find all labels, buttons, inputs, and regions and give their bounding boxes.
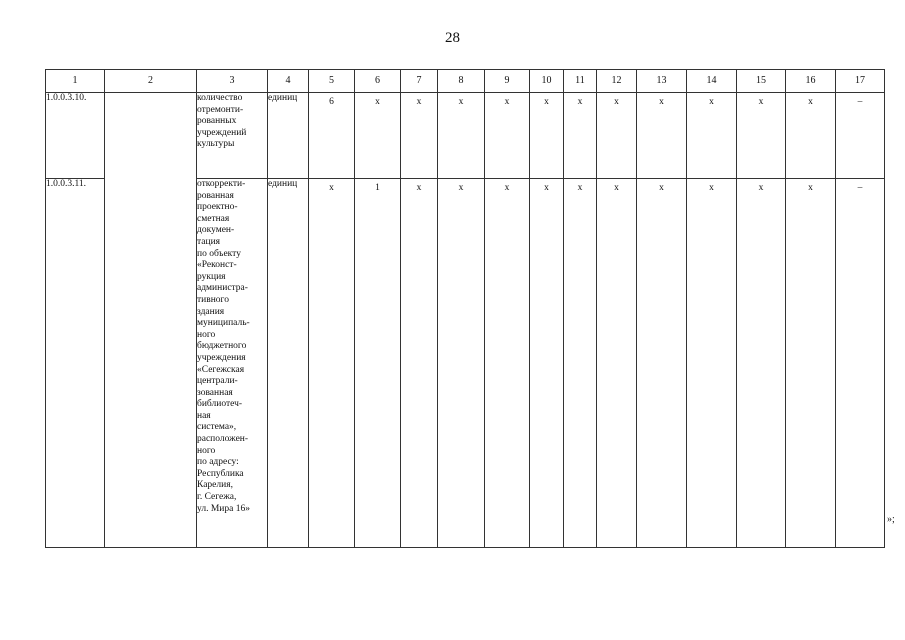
header-cell: 11 <box>564 70 597 93</box>
name-line: муниципаль- <box>197 318 250 329</box>
closing-quote-mark: »; <box>887 514 895 525</box>
name-line: система», <box>197 422 237 433</box>
value-cell: х <box>530 179 564 548</box>
name-line: рованных <box>197 116 237 127</box>
header-cell: 16 <box>786 70 836 93</box>
name-line: здания <box>197 306 225 317</box>
header-cell: 8 <box>438 70 485 93</box>
name-line: Республика <box>197 468 244 479</box>
name-line: сметная <box>197 213 230 224</box>
value-cell: х <box>401 93 438 179</box>
value-cell: х <box>737 93 786 179</box>
value-cell: х <box>438 93 485 179</box>
name-line: откорректи- <box>197 179 246 189</box>
row-unit: единиц <box>268 93 309 179</box>
value-cell: х <box>597 93 637 179</box>
value-cell: х <box>786 93 836 179</box>
header-cell: 12 <box>597 70 637 93</box>
value-cell: 1 <box>355 179 401 548</box>
row-name <box>197 93 268 179</box>
row-code: 1.0.0.3.11. <box>46 179 105 548</box>
header-cell: 14 <box>687 70 737 93</box>
name-line: учреждений <box>197 127 247 138</box>
header-cell: 4 <box>268 70 309 93</box>
name-line: количество <box>197 93 243 103</box>
name-line: рукция <box>197 271 226 282</box>
value-cell: 6 <box>309 93 355 179</box>
name-line: по адресу: <box>197 457 239 468</box>
table-row <box>46 93 885 179</box>
name-line: администра- <box>197 283 248 294</box>
value-cell: х <box>309 179 355 548</box>
row-name <box>197 179 268 548</box>
value-cell: х <box>737 179 786 548</box>
name-line: г. Сегежа, <box>197 492 237 503</box>
row-unit: единиц <box>268 179 309 548</box>
name-line: библиотеч- <box>197 399 243 410</box>
value-cell: х <box>597 179 637 548</box>
value-cell: – <box>836 179 885 548</box>
name-line: централи- <box>197 376 238 387</box>
value-cell: х <box>564 179 597 548</box>
name-line: ул. Мира 16» <box>197 503 250 514</box>
name-line: проектно- <box>197 202 238 213</box>
name-line: ная <box>197 410 211 421</box>
name-line: культуры <box>197 139 235 150</box>
header-cell: 17 <box>836 70 885 93</box>
name-line: тация <box>197 236 221 247</box>
header-cell: 3 <box>197 70 268 93</box>
value-cell: х <box>637 93 687 179</box>
value-cell: х <box>530 93 564 179</box>
name-line: бюджетного <box>197 341 247 352</box>
header-cell: 1 <box>46 70 105 93</box>
name-line: учреждения <box>197 352 246 363</box>
data-table <box>45 69 885 548</box>
name-line: ного <box>197 445 216 456</box>
value-cell: х <box>355 93 401 179</box>
value-cell: х <box>401 179 438 548</box>
header-cell: 7 <box>401 70 438 93</box>
name-line: «Сегежская <box>197 364 245 375</box>
name-line: докумен- <box>197 225 235 236</box>
header-cell: 15 <box>737 70 786 93</box>
name-line: расположен- <box>197 434 249 445</box>
name-line: по объекту <box>197 248 241 259</box>
row-code: 1.0.0.3.10. <box>46 93 105 179</box>
header-cell: 13 <box>637 70 687 93</box>
name-line: «Реконст- <box>197 260 237 271</box>
value-cell: х <box>637 179 687 548</box>
name-line: ного <box>197 329 216 340</box>
column-2-cell <box>105 93 197 548</box>
value-cell: х <box>687 93 737 179</box>
value-cell: х <box>485 93 530 179</box>
header-cell: 9 <box>485 70 530 93</box>
value-cell: х <box>786 179 836 548</box>
name-line: Карелия, <box>197 480 233 491</box>
value-cell: х <box>687 179 737 548</box>
name-line: рованная <box>197 190 234 201</box>
page-number: 28 <box>445 30 460 46</box>
value-cell: х <box>564 93 597 179</box>
value-cell: – <box>836 93 885 179</box>
header-row <box>46 70 885 93</box>
name-line: отремонти- <box>197 104 244 115</box>
header-cell: 6 <box>355 70 401 93</box>
header-cell: 5 <box>309 70 355 93</box>
value-cell: х <box>485 179 530 548</box>
header-cell: 10 <box>530 70 564 93</box>
name-line: тивного <box>197 294 229 305</box>
value-cell: х <box>438 179 485 548</box>
name-line: зованная <box>197 387 233 398</box>
header-cell: 2 <box>105 70 197 93</box>
